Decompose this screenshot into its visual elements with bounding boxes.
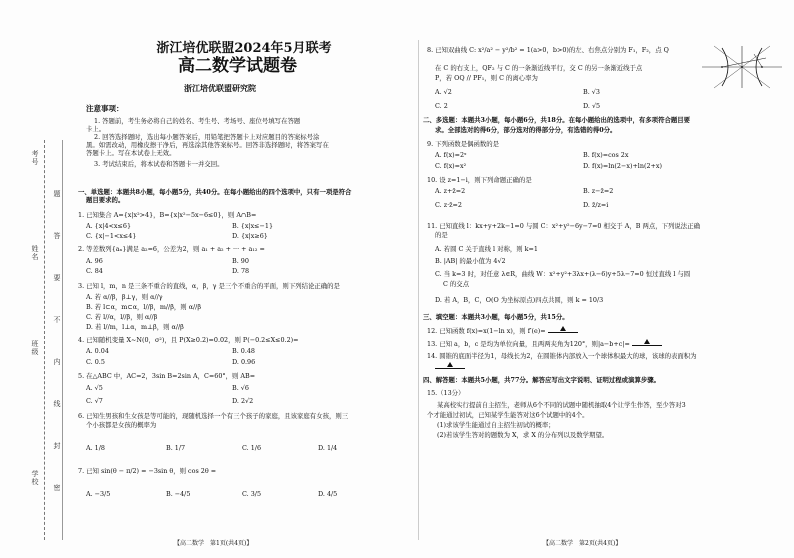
option: A. {x|4<x≤6} (86, 222, 132, 230)
option: A. 1/8 (86, 444, 105, 452)
question-4: 4. 已知随机变量 X~N(0，σ²)，且 P(X≥0.2)=0.02，则 P(−0.2≤X≤0.2)= (78, 336, 299, 344)
triangle-icon (447, 362, 453, 367)
option: B. {x|x≤−1} (232, 222, 274, 230)
note-line: 2. 回答选择题时，选出每小题答案后，用铅笔把答题卡上对应题目的答案标号涂 (94, 133, 320, 141)
option: D. 2√2 (232, 397, 254, 405)
question-7: 7. 已知 sin(θ − π/2) = −3sin θ，则 cos 2θ = (78, 467, 217, 475)
exam-title: 浙江培优联盟2024年5月联考 (156, 41, 332, 56)
answer-blank[interactable] (548, 326, 578, 333)
option: D. 4/5 (318, 490, 338, 498)
option: C. 3/5 (242, 490, 262, 498)
question-13-text: 13. 已知 a，b，c 是均为单位向量，且两两夹角为120°，则|a−b+c|= (427, 340, 630, 348)
section4-heading: 四、解答题：本题共5小题，共77分。解答应写出文字说明、证明过程或演算步骤。 (423, 376, 661, 384)
section1-heading-2: 题目要求的。 (86, 196, 125, 204)
option: D. {x|x≥6} (232, 232, 268, 240)
option: A. 若 α//β，β⊥γ，则 α//γ (86, 293, 163, 301)
option: B. |AB| 的最小值为 4√2 (435, 257, 506, 265)
option: B. √6 (232, 384, 249, 392)
question-15: 15.（13分） (427, 389, 465, 397)
option: B. −4/5 (166, 490, 191, 498)
option: B. √3 (583, 88, 600, 96)
question-8: 8. 已知双曲线 C: x²/a² − y²/b² = 1(a>0，b>0)的左、右焦点分别为 F₁，F₂，点 Q (427, 46, 669, 54)
question-8-cont2: P，若 OQ // PF₁，则 C 的离心率为 (435, 74, 538, 82)
option: C. f(x)=x² (435, 162, 467, 170)
option: A. √5 (86, 384, 103, 392)
option: A. 若圆 C 关于直线 l 对称，则 k=1 (435, 245, 538, 253)
question-15-text: 某高校实行提前自主招生，老师从6个不同的试题中随机抽取4个让学生作答，至少答对3 (437, 401, 686, 409)
option: D. z̄/z=i (583, 201, 609, 209)
question-12-text: 12. 已知函数 f(x)=x(1−ln x)，则 f′(e)= (427, 327, 546, 335)
option: A. √2 (435, 88, 452, 96)
option: D. 若 A，B，C，O(O 为坐标原点)四点共圆，则 k = 10/3 (435, 296, 604, 304)
question-3: 3. 已知 l，m，n 是三条不重合的直线，α，β，γ 是三个不重合的平面，则下列结论正确的是 (78, 282, 340, 290)
focus-f1 (721, 66, 723, 68)
option-cont: C 的交点 (443, 280, 470, 288)
option: B. 若 l⊂α，m⊂α，l//β，m//β，则 α//β (86, 303, 202, 311)
question-8-cont: 在 C 的右支上，QF₂ 与 C 的一条渐近线平行，交 C 的另一条渐近线于点 (435, 64, 643, 72)
issuer: 浙江培优联盟研究院 (184, 83, 256, 93)
school-label: 学校 (31, 470, 39, 486)
option: B. f(x)=cos 2x (583, 151, 629, 159)
question-14-blank (435, 362, 465, 371)
question-6: 6. 已知生男孩和生女孩是等可能的，现随机选择一个有三个孩子的家庭，且该家庭有女孩，则三 (78, 412, 349, 420)
exam-no-label: 考号 (31, 150, 39, 166)
option: A. z+z̄=2 (435, 187, 466, 195)
question-2: 2. 等差数列{aₙ}满足 a₂=6，公差为2，则 a₁ + a₂ + ··· + a₁₂ = (78, 245, 265, 253)
question-5: 5. 在△ABC 中，AC=2，3sin B=2sin A，C=60°，则 AB= (78, 372, 256, 380)
option: C. z·z̄=2 (435, 201, 462, 209)
section3-heading: 三、填空题：本题共3小题，每小题5分，共15分。 (423, 313, 569, 321)
question-11: 11. 已知直线 l：kx+y+2k−1=0 与圆 C：x²+y²−6y−7=0 相交于 A，B 两点，下列说法正确 (427, 222, 700, 230)
exam-subject: 高二数学试题卷 (178, 56, 297, 76)
note-line: 答题卡上。写在本试卷上无效。 (86, 149, 176, 157)
option: D. 0.96 (232, 358, 256, 366)
note-line: 3. 考试结束后，将本试卷和答题卡一并交回。 (94, 160, 224, 168)
left-column (74, 0, 414, 558)
question-9: 9. 下列函数是偶函数的是 (427, 140, 500, 148)
column-divider (418, 40, 419, 540)
class-label: 班级 (31, 340, 39, 356)
question-13 (427, 339, 662, 348)
option: D. 78 (232, 267, 250, 275)
seal-line (62, 140, 63, 540)
option: A. −3/5 (86, 490, 111, 498)
option: C. 若 l//α，l//β，则 α//β (86, 313, 158, 321)
cut-line (44, 140, 45, 540)
note-line: 1. 答题前，考生务必将自己的姓名、考生号、考场号、座位号填写在答题 (94, 117, 301, 125)
section1-heading: 一、单选题：本题共8小题，每小题5分，共40分。在每小题给出的四个选项中，只有一项是符合 (78, 188, 352, 196)
option: C. 84 (86, 267, 103, 275)
binding-strip (0, 0, 70, 558)
option: B. 90 (232, 257, 249, 265)
option: C. {x|−1<x≤4} (86, 232, 137, 240)
page-footer-right: 【高二数学 第2页(共4页)】 (543, 540, 622, 547)
question-12 (427, 326, 578, 335)
seal-note: 题 答 要 不 内 线 封 密 (53, 190, 61, 505)
origin (741, 66, 743, 68)
question-15-part: (2)若该学生答对的题数为 X，求 X 的分布列以及数学期望。 (437, 431, 609, 439)
option: D. 1/4 (318, 444, 338, 452)
option: D. 若 l//m，l⊥α，m⊥β，则 α//β (86, 323, 184, 331)
triangle-icon (560, 326, 566, 331)
question-15-part: (1)求该学生能通过自主招生初试的概率； (437, 421, 555, 429)
notes-heading: 注意事项： (86, 104, 124, 113)
name-label: 姓名 (31, 245, 39, 261)
option: B. z−z̄=2 (583, 187, 614, 195)
option: C. √7 (86, 397, 103, 405)
option: C. 2 (435, 102, 448, 110)
note-line: 黑。如需改动，用橡皮擦干净后，再选涂其他答案标号。回答非选择题时，将答案写在 (86, 141, 329, 149)
note-line: 卡上。 (86, 125, 106, 133)
option: C. 0.5 (86, 358, 105, 366)
option: B. 0.48 (232, 347, 255, 355)
question-10: 10. 设 z=1−i，则下列命题正确的是 (427, 176, 532, 184)
section2-heading: 二、多选题：本题共3小题，每小题6分，共18分。在每小题给出的选项中，有多项符合题目要 (423, 116, 691, 124)
option: A. 0.04 (86, 347, 109, 355)
option: C. 当 k=3 时，对任意 λ∈R，曲线 W：x²+y²+3λx+(λ−6)y+5λ−7=0 恒过直线 l 与圆 (435, 270, 691, 278)
option: D. √5 (583, 102, 601, 110)
option: A. 96 (86, 257, 103, 265)
page-footer-left: 【高二数学 第1页(共4页)】 (174, 540, 253, 547)
question-1: 1. 已知集合 A={x|x²>4}，B={x|x²−5x−6≤0}，则 A∩B= (78, 211, 257, 219)
section2-heading-2: 求。全部选对的得6分，部分选对的得部分分，有选错的得0分。 (435, 126, 617, 134)
option: D. f(x)=ln(2−x)+ln(2+x) (583, 162, 662, 170)
hyperbola-figure (700, 44, 784, 90)
triangle-icon (644, 339, 650, 344)
focus-f2 (761, 66, 763, 68)
question-14: 14. 圆锥的底面半径为1，母线长为2，在圆锥体内部放入一个球体积最大的球，该球的表面积为 (427, 352, 697, 360)
option: C. 1/6 (242, 444, 262, 452)
question-6-cont: 个小孩都是女孩的概率为 (86, 421, 157, 429)
question-15-text: 个才能通过初试，已知某学生能答对这6个试题中的4个。 (427, 411, 589, 419)
answer-blank[interactable] (435, 362, 465, 369)
option: A. f(x)=2ˣ (435, 151, 467, 159)
question-11-cont: 的是 (435, 231, 448, 239)
option: B. 1/7 (166, 444, 186, 452)
answer-blank[interactable] (632, 339, 662, 346)
